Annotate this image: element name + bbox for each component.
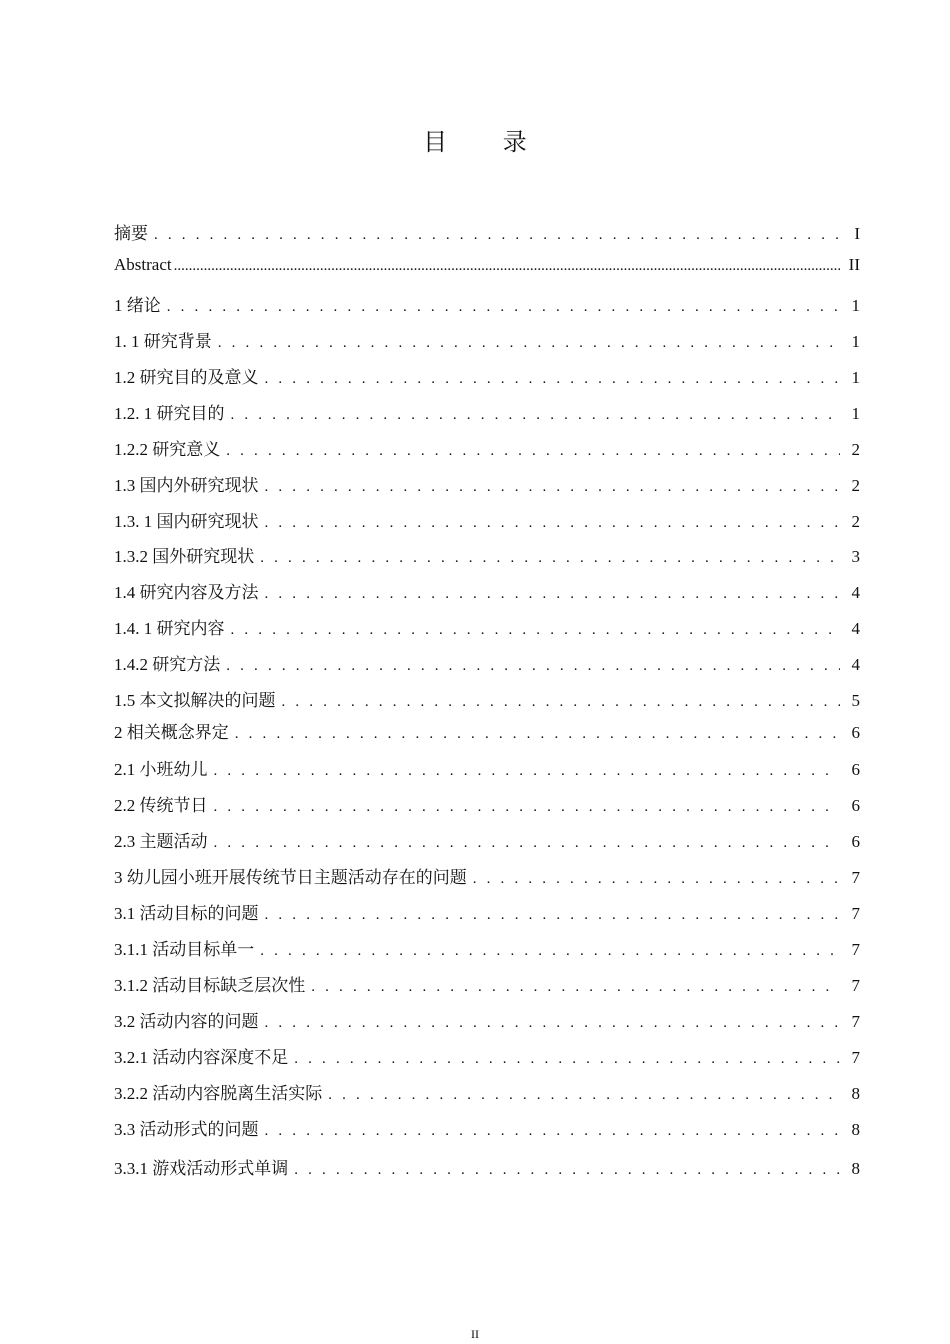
toc-entry[interactable]	[114, 435, 860, 460]
toc-dot-leader	[282, 694, 841, 711]
toc-entry-label: 1.3. 1 国内研究现状	[114, 512, 259, 531]
toc-entry[interactable]	[114, 614, 860, 639]
toc-entry-page-number: 7	[851, 1012, 860, 1031]
toc-dot-leader	[226, 658, 840, 675]
toc-dot-leader	[265, 1015, 841, 1032]
toc-entry-label: 1 绪论	[114, 296, 161, 315]
toc-entry[interactable]	[114, 1043, 860, 1068]
toc-entry-label: 1. 1 研究背景	[114, 332, 212, 351]
toc-entry[interactable]	[114, 219, 860, 244]
toc-entry-label: 1.3.2 国外研究现状	[114, 547, 255, 566]
toc-entry[interactable]	[114, 827, 860, 852]
toc-entry-label: 2.2 传统节日	[114, 796, 208, 815]
toc-entry-label: 3 幼儿园小班开展传统节日主题活动存在的问题	[114, 868, 467, 887]
toc-entry[interactable]	[114, 471, 860, 496]
toc-entry-label: 1.4 研究内容及方法	[114, 583, 259, 602]
toc-entry[interactable]	[114, 363, 860, 388]
toc-entry-label: 1.2.2 研究意义	[114, 440, 221, 459]
toc-entry-label: 1.4. 1 研究内容	[114, 619, 225, 638]
toc-entry-page-number: 6	[851, 832, 860, 851]
footer-page-number: II	[471, 1327, 479, 1341]
toc-entry-label: 2.1 小班幼儿	[114, 760, 208, 779]
toc-entry-label: Abstract	[114, 255, 172, 274]
toc-dot-leader	[260, 943, 840, 960]
toc-entry-label: 2 相关概念界定	[114, 723, 229, 742]
toc-entry[interactable]	[114, 686, 860, 711]
toc-entry-page-number: 8	[851, 1120, 860, 1139]
toc-entry-page-number: 1	[851, 296, 860, 315]
page-title: 目 录	[423, 128, 551, 156]
toc-entry-page-number: 4	[851, 583, 860, 602]
toc-entry-page-number: 7	[851, 940, 860, 959]
toc-entry[interactable]	[114, 399, 860, 424]
toc-entry[interactable]	[114, 718, 860, 743]
toc-dot-leader	[174, 258, 840, 275]
toc-entry-label: 2.3 主题活动	[114, 832, 208, 851]
toc-entry[interactable]	[114, 1154, 860, 1179]
toc-dot-leader	[154, 227, 840, 244]
toc-entry-page-number: 1	[851, 332, 860, 351]
toc-entry-page-number: 7	[851, 976, 860, 995]
toc-dot-leader	[265, 1123, 841, 1140]
toc-dot-leader	[265, 586, 841, 603]
toc-entry[interactable]	[114, 899, 860, 924]
toc-entry-page-number: 5	[851, 691, 860, 710]
toc-entry[interactable]	[114, 327, 860, 352]
toc-entry[interactable]	[114, 1115, 860, 1140]
toc-entry-page-number: II	[848, 255, 860, 274]
toc-entry-page-number: 6	[851, 723, 860, 742]
toc-entry-page-number: 1	[851, 368, 860, 387]
toc-dot-leader	[214, 835, 841, 852]
toc-entry[interactable]	[114, 650, 860, 675]
toc-dot-leader	[167, 299, 840, 316]
toc-entry-page-number: 4	[851, 655, 860, 674]
toc-entry-page-number: 7	[851, 868, 860, 887]
toc-entry[interactable]	[114, 935, 860, 960]
toc-dot-leader	[473, 871, 840, 888]
toc-entry-label: 3.2 活动内容的问题	[114, 1012, 259, 1031]
toc-dot-leader	[214, 799, 841, 816]
toc-entry[interactable]	[114, 1079, 860, 1104]
toc-dot-leader	[226, 443, 840, 460]
toc-entry-page-number: 3	[851, 547, 860, 566]
toc-entry-page-number: 7	[851, 1048, 860, 1067]
toc-entry-page-number: I	[854, 224, 860, 243]
toc-entry-label: 1.5 本文拟解决的问题	[114, 691, 276, 710]
toc-entry-label: 3.1.1 活动目标单一	[114, 940, 255, 959]
toc-entry-label: 摘要	[114, 224, 148, 243]
toc-entry-page-number: 8	[851, 1084, 860, 1103]
toc-dot-leader	[235, 726, 840, 743]
toc-dot-leader	[265, 907, 841, 924]
toc-dot-leader	[231, 407, 841, 424]
toc-entry-page-number: 8	[851, 1159, 860, 1178]
toc-dot-leader	[328, 1087, 840, 1104]
toc-entry-page-number: 2	[851, 512, 860, 531]
toc-entry-page-number: 6	[851, 760, 860, 779]
toc-dot-leader	[294, 1162, 840, 1179]
toc-entry[interactable]	[114, 542, 860, 567]
toc-entry[interactable]	[114, 971, 860, 996]
toc-entry-page-number: 7	[851, 904, 860, 923]
toc-entry-label: 3.3 活动形式的问题	[114, 1120, 259, 1139]
toc-dot-leader	[231, 622, 841, 639]
toc-entry-label: 3.1 活动目标的问题	[114, 904, 259, 923]
toc-dot-leader	[265, 515, 841, 532]
toc-entry-label: 1.2. 1 研究目的	[114, 404, 225, 423]
toc-entry-label: 3.1.2 活动目标缺乏层次性	[114, 976, 306, 995]
toc-dot-leader	[265, 479, 841, 496]
toc-dot-leader	[214, 763, 841, 780]
toc-entry-page-number: 4	[851, 619, 860, 638]
toc-entry[interactable]	[114, 1007, 860, 1032]
toc-entry-label: 1.4.2 研究方法	[114, 655, 221, 674]
toc-entry-label: 1.3 国内外研究现状	[114, 476, 259, 495]
toc-entry-label: 1.2 研究目的及意义	[114, 368, 259, 387]
toc-entry[interactable]	[114, 791, 860, 816]
toc-entry[interactable]	[114, 255, 860, 275]
toc-entry[interactable]	[114, 863, 860, 888]
toc-dot-leader	[218, 335, 840, 352]
toc-entry-page-number: 1	[851, 404, 860, 423]
toc-entry-page-number: 6	[851, 796, 860, 815]
toc-entry[interactable]	[114, 755, 860, 780]
toc-entry[interactable]	[114, 291, 860, 316]
toc-dot-leader	[294, 1051, 840, 1068]
toc-entry[interactable]	[114, 578, 860, 603]
toc-entry[interactable]	[114, 507, 860, 532]
toc-entry-label: 3.2.1 活动内容深度不足	[114, 1048, 289, 1067]
toc-entry-page-number: 2	[851, 476, 860, 495]
toc-entry-label: 3.3.1 游戏活动形式单调	[114, 1159, 289, 1178]
toc-dot-leader	[311, 979, 840, 996]
toc-entry-label: 3.2.2 活动内容脱离生活实际	[114, 1084, 323, 1103]
toc-dot-leader	[260, 550, 840, 567]
toc-entry-page-number: 2	[851, 440, 860, 459]
toc-dot-leader	[265, 371, 841, 388]
